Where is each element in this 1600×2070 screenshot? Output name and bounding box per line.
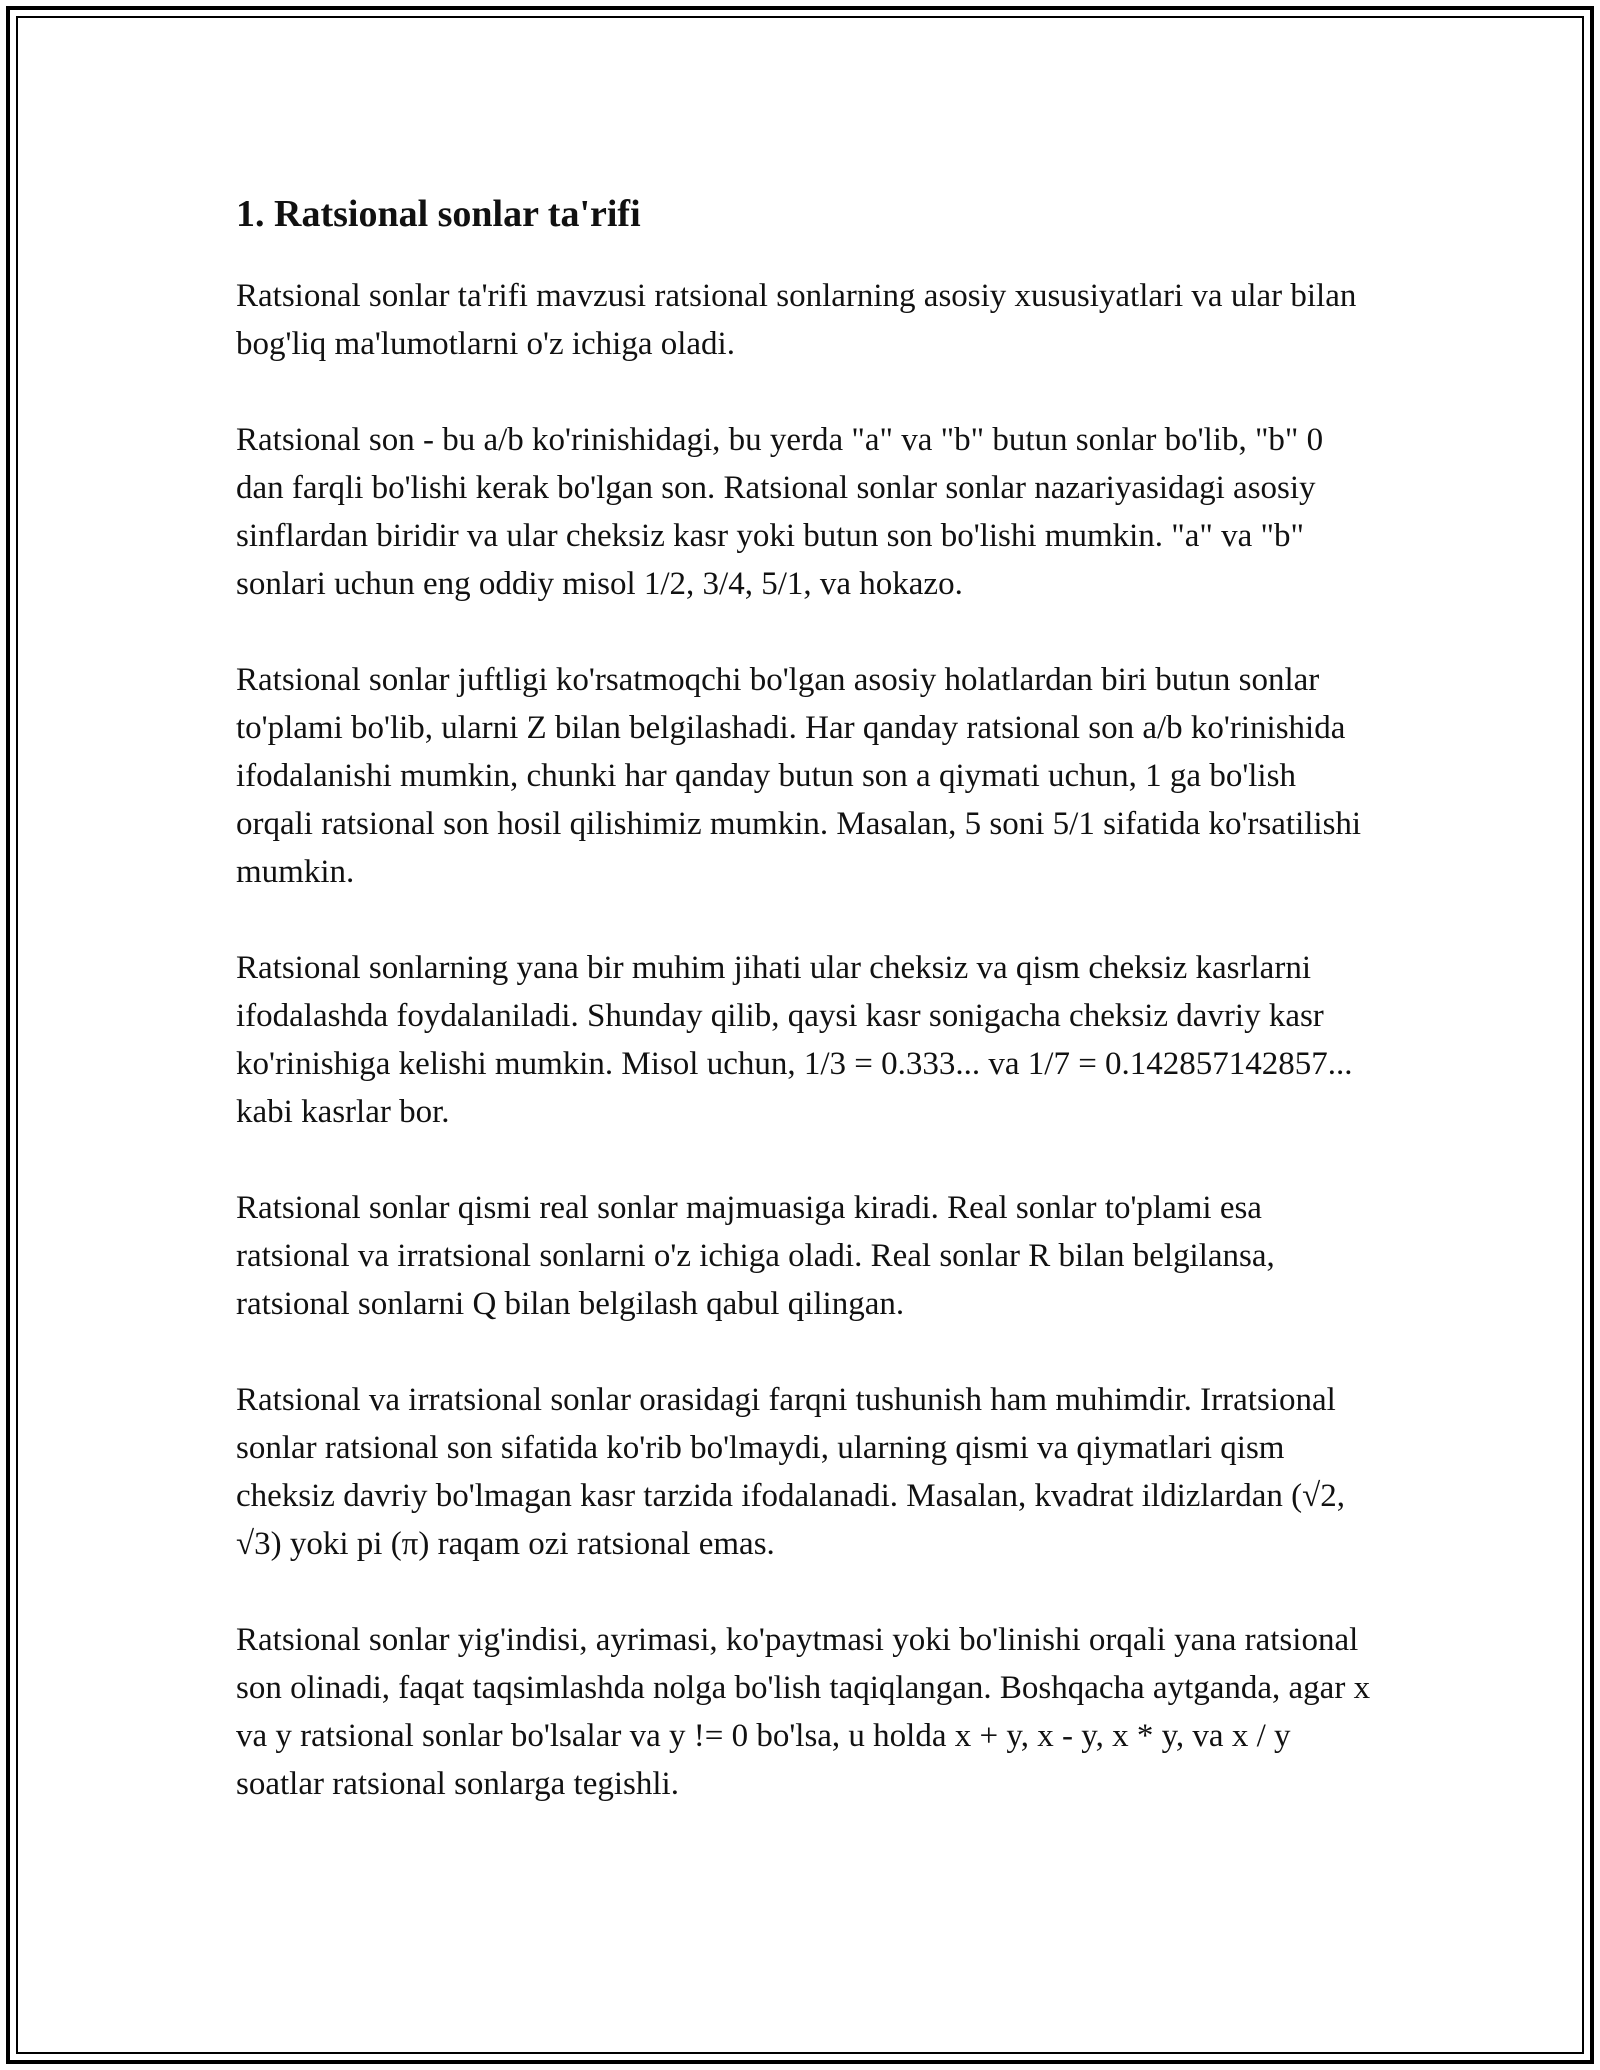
- paragraph-irrational: Ratsional va irratsional sonlar orasidagi farqni tushunish ham muhimdir. Irratsional sonlar ratsional son sifatida ko'rib bo'lmaydi, ularning qismi va qiymatlari qism cheksiz davriy bo'lmagan kasr tarzida ifodalanadi. Masalan, kvadrat ildizlardan (√2, √3) yoki pi (π) raqam ozi ratsional emas.: [236, 1382, 1345, 1562]
- paragraph-intro: Ratsional sonlar ta'rifi mavzusi ratsional sonlarning asosiy xususiyatlari va ular bilan bog'liq ma'lumotlarni o'z ichiga oladi.: [236, 278, 1357, 362]
- paragraph-operations: Ratsional sonlar yig'indisi, ayrimasi, ko'paytmasi yoki bo'linishi orqali yana ratsional son olinadi, faqat taqsimlashda nolga bo'lish taqiqlangan. Boshqacha aytganda, agar x va y ratsional sonlar bo'lsalar va y != 0 bo'lsa, u holda x + y, x - y, x * y, va x / y soatlar ratsional sonlarga tegishli.: [236, 1622, 1371, 1802]
- paragraph-real-numbers: Ratsional sonlar qismi real sonlar majmuasiga kiradi. Real sonlar to'plami esa ratsional va irratsional sonlarni o'z ichiga oladi. Real sonlar R bilan belgilansa, ratsional sonlarni Q bilan belgilash qabul qilingan.: [236, 1190, 1275, 1322]
- section-heading: 1. Ratsional sonlar ta'rifi: [236, 193, 641, 235]
- paragraph-definition: Ratsional son - bu a/b ko'rinishidagi, bu yerda "a" va "b" butun sonlar bo'lib, "b" 0 dan farqli bo'lishi kerak bo'lgan son. Ratsional sonlar sonlar nazariyasidagi asosiy sinflardan biridir va ular cheksiz kasr yoki butun son bo'lishi mumkin. "a" va "b" sonlari uchun eng oddiy misol 1/2, 3/4, 5/1, va hokazo.: [236, 422, 1324, 602]
- paragraph-integers: Ratsional sonlar juftligi ko'rsatmoqchi bo'lgan asosiy holatlardan biri butun sonlar to'plami bo'lib, ularni Z bilan belgilashadi. Har qanday ratsional son a/b ko'rinishida ifodalanishi mumkin, chunki har qanday butun son a qiymati uchun, 1 ga bo'lish orqali ratsional son hosil qilishimiz mumkin. Masalan, 5 soni 5/1 sifatida ko'rsatilishi mumkin.: [236, 662, 1362, 890]
- document-body: [236, 188, 1376, 1856]
- paragraph-periodic-fractions: Ratsional sonlarning yana bir muhim jihati ular cheksiz va qism cheksiz kasrlarni ifodalashda foydalaniladi. Shunday qilib, qaysi kasr sonigacha cheksiz davriy kasr ko'rinishiga kelishi mumkin. Misol uchun, 1/3 = 0.333... va 1/7 = 0.142857142857... kabi kasrlar bor.: [236, 950, 1353, 1130]
